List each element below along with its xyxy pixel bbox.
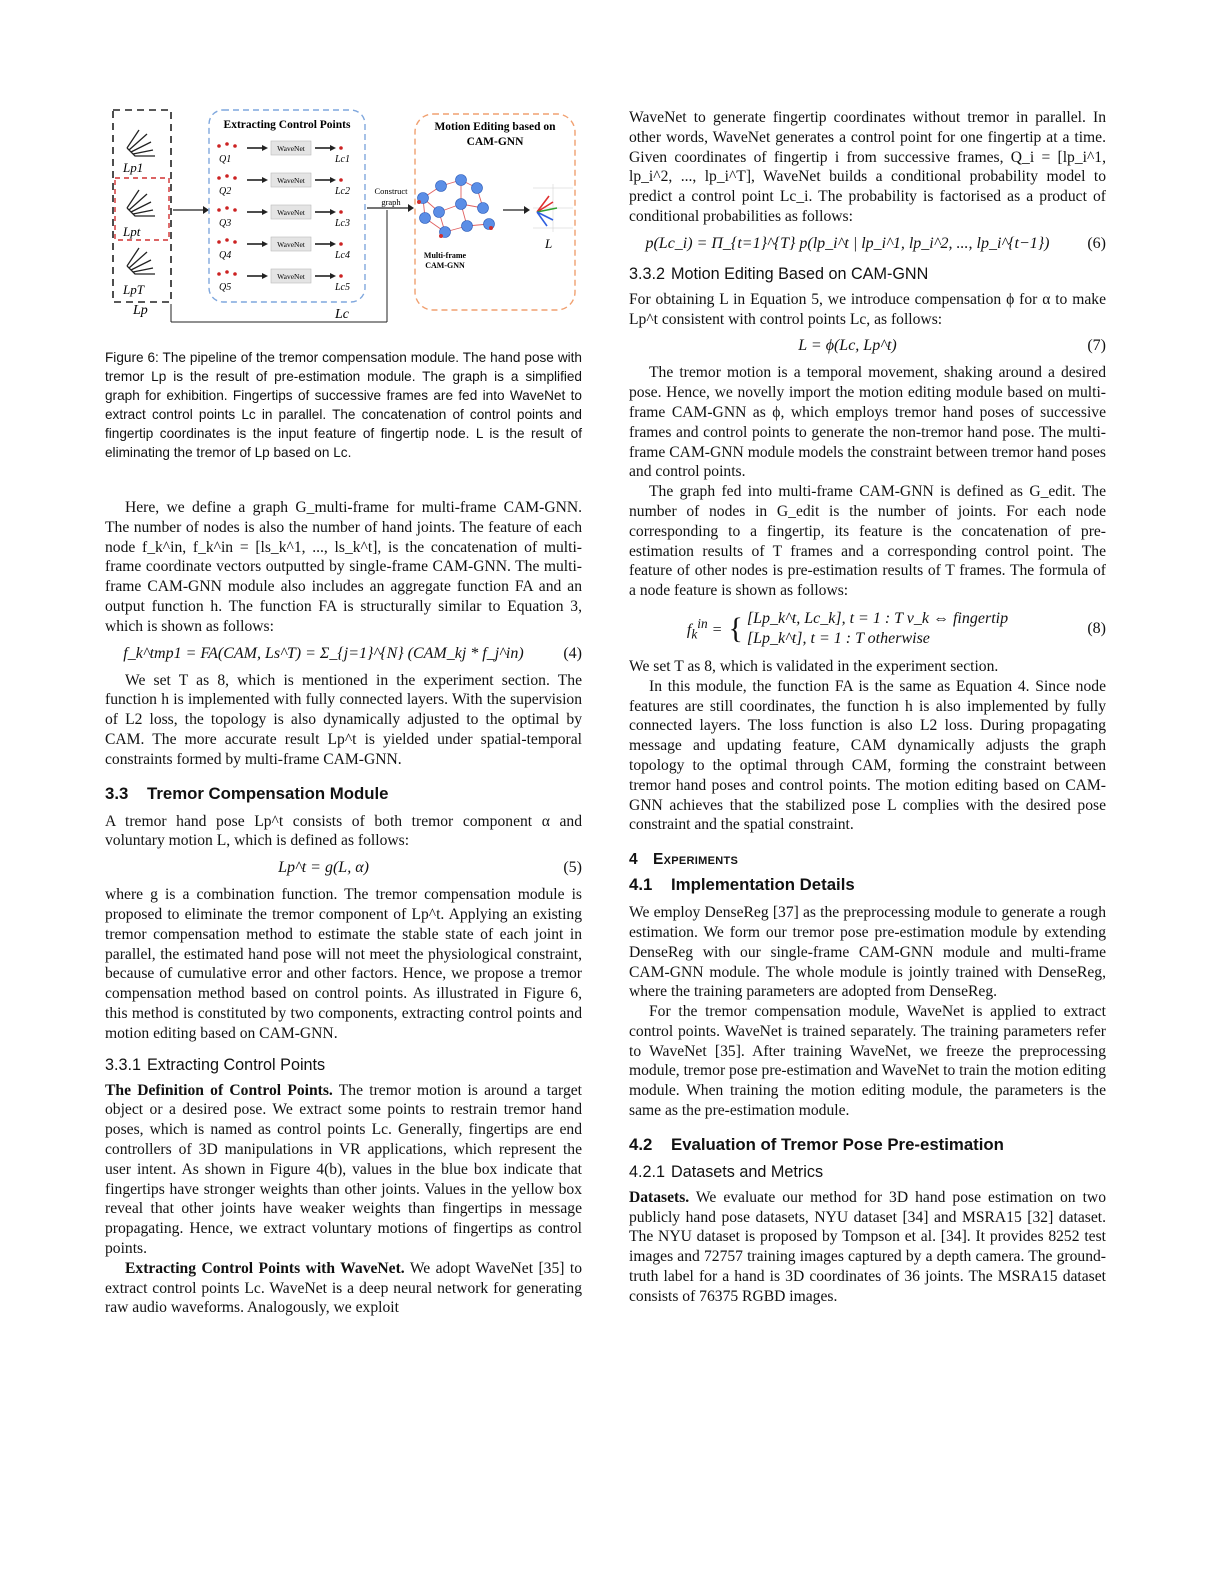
paragraph: For the tremor compensation module, WaveNet is applied to extract control points. WaveNet is trained separately. The training parameters refer to WaveNet [35]. After training WaveNet, we freeze the preprocessing module, tremor pose pre-estimation and WaveNet to train the motion editing module. When training the motion editing module, the parameters is the same as the pre-estimation module. — [629, 1003, 1106, 1120]
paragraph-text: We evaluate our method for 3D hand pose estimation on two publicly hand pose datasets, NYU dataset [34] and MSRA15 [32] dataset. The NYU dataset is proposed by Tompson et al. [34]. It provides 8252 test images and 72757 training images captured by a depth camera. The ground-truth label for a hand is 3D coordinates of 36 joints. The MSRA15 dataset consists of 76375 RGBD images. — [629, 1188, 1106, 1305]
arrow-icon — [203, 206, 209, 214]
subsection-title: Extracting Control Points — [147, 1055, 326, 1074]
equation-body: f_k^tmp1 = FA(CAM, Ls^T) = Σ_{j=1}^{N} (CAM_kj * f_j^in) — [123, 644, 524, 662]
subsection-title: Motion Editing Based on CAM-GNN — [671, 264, 929, 283]
construct-label: graph — [381, 197, 401, 207]
paragraph-text: We adopt WaveNet [35] to extract control points Lc. WaveNet is a deep neural network for generating raw audio waveforms. Analogously, we exploit — [105, 1259, 582, 1317]
extract-title: Extracting Control Points — [223, 119, 351, 131]
paragraph-lead: The Definition of Control Points. — [105, 1081, 333, 1099]
paragraph: In this module, the function FA is the same as Equation 4. Since node features are still coordinates, the function h is also implemented by fully connected layers. The loss function is also L2 loss. During propagating message and updating feature, CAM dynamically adjusts the graph topology to the optimal through CAM, forming the constraint between tremor hand poses and control points. The motion editing based on CAM-GNN achieves that the stabilized pose L complies with the desired pose constraint and the spatial constraint. — [629, 677, 1106, 834]
section-number: 4 — [629, 851, 638, 869]
wavenet-label: WaveNet — [277, 208, 305, 217]
wavenet-label: WaveNet — [277, 144, 305, 153]
subsection-heading — [629, 265, 1106, 284]
equation-number: (4) — [563, 644, 582, 662]
equation-7 — [629, 337, 1106, 355]
wavenet-label: WaveNet — [277, 240, 305, 249]
equation-5 — [105, 859, 582, 877]
paragraph: We employ DenseReg [37] as the preprocessing module to generate a rough estimation. We form our tremor pose pre-estimation module by extending DenseReg with our single-frame CAM-GNN module and multi-frame CAM-GNN module. The whole module is jointly trained with DenseReg, where the training parameters are adopted from DenseReg. — [629, 904, 1106, 1001]
equation-number: (7) — [1087, 337, 1106, 355]
equation-body: p(Lc_i) = Π_{t=1}^{T} p(lp_i^t | lp_i^1, lp_i^2, ..., lp_i^{t−1}) — [645, 234, 1050, 252]
section-number: 4.2 — [629, 1134, 653, 1154]
wavenet-rows — [217, 141, 350, 293]
wavenet-row — [217, 173, 350, 197]
output-hand-icon — [533, 184, 573, 232]
q-label: Q1 — [219, 154, 232, 165]
subsection-number: 4.2.1 — [629, 1162, 666, 1181]
q-label: Q3 — [219, 218, 232, 229]
section-heading — [105, 784, 582, 804]
subsection-number: 3.3.2 — [629, 264, 666, 283]
lp-label: Lp — [133, 303, 148, 318]
equation-case: [Lp_k^t, Lc_k], t = 1 : T v_k ⇔ fingertip — [746, 609, 1009, 627]
motion-title: CAM-GNN — [466, 136, 524, 148]
equation-number: (5) — [563, 859, 582, 877]
subsection-heading — [629, 1163, 1106, 1182]
arrow-icon — [408, 204, 414, 212]
subsection-number: 3.3.1 — [105, 1055, 142, 1074]
paragraph-lead: Extracting Control Points with WaveNet. — [125, 1259, 405, 1277]
paragraph: A tremor hand pose Lp^t consists of both tremor component α and voluntary motion L, which is defined as follows: — [105, 812, 582, 850]
paragraph: We set T as 8, which is validated in the experiment section. — [629, 657, 999, 675]
section-title: Implementation Details — [671, 875, 855, 895]
equation-8 — [629, 609, 1106, 649]
section-title: Tremor Compensation Module — [147, 783, 389, 803]
frame-label: LpT — [123, 282, 144, 297]
lc-label: Lc1 — [335, 154, 350, 165]
paragraph: Here, we define a graph G_multi-frame for multi-frame CAM-GNN. The number of nodes is also the number of hand joints. The feature of each node f_k^in, f_k^in = [ls_k^1, ..., ls_k^t], is the concatenation of multi-frame coordinate vectors outputted by single-frame CAM-GNN. The multi-frame CAM-GNN module also includes an aggregate function FA and an output function h. The function FA is structurally similar to Equation 3, which is shown as follows: — [105, 499, 582, 635]
q-label: Q5 — [219, 282, 232, 293]
paragraph: For obtaining L in Equation 5, we introduce compensation ϕ for α to make Lp^t consistent with control points Lc, as follows: — [629, 290, 1106, 328]
wavenet-row — [217, 205, 350, 229]
gnn-label: Multi-frame — [423, 251, 467, 260]
equation-number: (6) — [1087, 234, 1106, 252]
motion-title: Motion Editing based on — [434, 121, 556, 133]
equation-body: L = ϕ(Lc, Lp^t) — [798, 337, 897, 355]
graph-diagram — [417, 175, 495, 239]
equation-body: $f_k^{in}$ = { [Lp_k^t, Lc_k], t = 1 : T v_k ⇔ fingertip [Lp_k^t], t = 1 : T otherwise — [686, 609, 1009, 647]
section-title: Evaluation of Tremor Pose Pre-estimation — [671, 1134, 1004, 1154]
arrow-icon — [524, 206, 530, 214]
paragraph: The graph fed into multi-frame CAM-GNN is defined as G_edit. The number of nodes in G_edit is the number of joints. For each node corresponding to a fingertip, its feature is the concatenation of pre-estimation results of T frames and a corresponding control point. The feature of other nodes is pre-estimation results of T frames. The formula of a node feature is shown as follows: — [629, 483, 1106, 600]
q-label: Q2 — [219, 186, 232, 197]
paragraph: We set T as 8, which is mentioned in the experiment section. The function h is implemented with fully connected layers. With the supervision of L2 loss, the topology is also dynamically adjusted to the optimal by CAM. The more accurate result Lp^t is yielded under spatial-temporal constraints formed by multi-frame CAM-GNN. — [105, 671, 582, 768]
paragraph-lead: Datasets. — [629, 1188, 690, 1206]
paragraph — [629, 1188, 1106, 1307]
equation-4 — [105, 645, 582, 663]
equation-6 — [629, 235, 1106, 253]
section-heading — [629, 1135, 1106, 1155]
paragraph: The tremor motion is a temporal movement, shaking around a desired pose. Hence, we novelly import the motion editing module based on multi-frame CAM-GNN as ϕ, which employs tremor hand poses of successive frames and control points to generate the non-tremor hand pose. The multi-frame CAM-GNN module models the constraint between tremor hand poses and control points. — [629, 364, 1106, 481]
frame-label: Lpt — [123, 224, 141, 239]
wavenet-label: WaveNet — [277, 272, 305, 281]
pipeline-figure — [105, 108, 582, 338]
equation-case: [Lp_k^t], t = 1 : T otherwise — [746, 629, 930, 647]
hand-icon — [127, 130, 155, 274]
right-column — [629, 108, 1106, 1307]
paragraph — [105, 1259, 582, 1318]
figure-caption: Figure 6: The pipeline of the tremor compensation module. The hand pose with tremor Lp is the result of pre-estimation module. The graph is a simplified graph for exhibition. Fingertips of successive frames are fed into WaveNet to extract control points Lc in parallel. The concatenation of control points and fingertip coordinates is the input feature of fingertip node. L is the result of eliminating the tremor of Lp based on Lc. — [105, 350, 582, 460]
section-number: 3.3 — [105, 783, 129, 803]
section-heading — [629, 875, 1106, 895]
paragraph: WaveNet to generate fingertip coordinates without tremor in parallel. In other words, WaveNet generates a control point for one fingertip at a time. Given coordinates of fingertip i from successive frames, Q_i = [lp_i^1, lp_i^2, ..., lp_i^T], WaveNet builds a conditional probability model to predict a control point Lc_i. The probability is factorised as a product of conditional probabilities as follows: — [629, 109, 1106, 225]
section-number: 4.1 — [629, 875, 653, 895]
paragraph — [105, 1081, 582, 1259]
left-column — [105, 108, 582, 1318]
paragraph: where g is a combination function. The tremor compensation module is proposed to eliminate the tremor component of Lp^t. Applying an existing tremor compensation method to estimate the stable state of each joint in parallel, the estimated hand pose will not meet the physiological constraint, because of cumulative error and other factors. Hence, we propose a tremor compensation method based on control points. As illustrated in Figure 6, this method is constituted by two components, extracting control points and motion editing based on CAM-GNN. — [105, 886, 582, 1042]
lc-label: Lc2 — [335, 186, 350, 197]
equation-number: (8) — [1087, 619, 1106, 637]
lc-bottom-label: Lc — [335, 307, 349, 322]
lc-label: Lc5 — [335, 282, 350, 293]
lc-label: Lc4 — [335, 250, 350, 261]
wavenet-row — [217, 237, 350, 261]
q-label: Q4 — [219, 250, 232, 261]
frame-label: Lp1 — [123, 160, 144, 175]
construct-label: Construct — [374, 186, 408, 196]
wavenet-row — [217, 269, 350, 293]
section-title: Experiments — [653, 851, 739, 869]
lc-label: Lc3 — [335, 218, 350, 229]
wavenet-row — [217, 141, 350, 165]
wavenet-label: WaveNet — [277, 176, 305, 185]
equation-body: Lp^t = g(L, α) — [278, 859, 369, 877]
subsection-heading — [105, 1056, 582, 1075]
gnn-label: CAM-GNN — [425, 261, 465, 270]
paragraph-text: The tremor motion is around a target object or a desired pose. We extract some points to restrain tremor hand poses, which is named as control points Lc. Generally, fingertips are end controllers of 3D manipulations in VR applications, which represent the user intent. As shown in Figure 4(b), values in the blue box indicate that fingertips have stronger weights than other joints. Values in the yellow box reveal that other joints have weaker weights than fingertips in message propagating. Hence, we extract voluntary motions of fingertips as control points. — [105, 1081, 582, 1257]
section-heading — [629, 851, 1106, 869]
output-label: L — [545, 236, 553, 251]
subsection-title: Datasets and Metrics — [671, 1162, 824, 1181]
